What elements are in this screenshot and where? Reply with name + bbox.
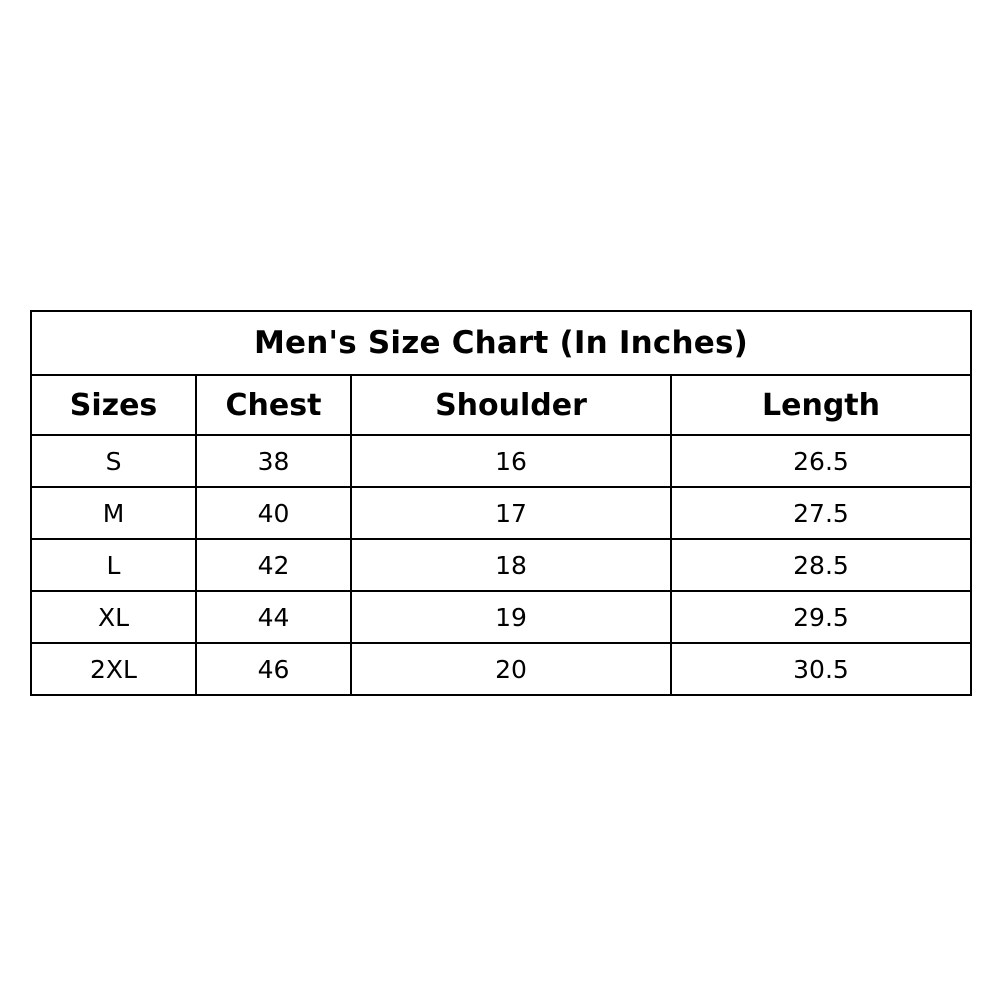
size-chart-table xyxy=(30,310,972,696)
cell-chest: 38 xyxy=(196,435,351,487)
cell-size: L xyxy=(31,539,196,591)
cell-shoulder: 18 xyxy=(351,539,671,591)
cell-length: 30.5 xyxy=(671,643,971,695)
cell-chest: 40 xyxy=(196,487,351,539)
table-row xyxy=(31,435,971,487)
size-chart-container xyxy=(30,310,970,696)
cell-length: 26.5 xyxy=(671,435,971,487)
column-header-length: Length xyxy=(671,375,971,435)
cell-shoulder: 19 xyxy=(351,591,671,643)
cell-size: 2XL xyxy=(31,643,196,695)
cell-shoulder: 16 xyxy=(351,435,671,487)
cell-size: S xyxy=(31,435,196,487)
cell-chest: 42 xyxy=(196,539,351,591)
cell-size: M xyxy=(31,487,196,539)
column-header-shoulder: Shoulder xyxy=(351,375,671,435)
cell-length: 29.5 xyxy=(671,591,971,643)
table-title-row xyxy=(31,311,971,375)
cell-shoulder: 20 xyxy=(351,643,671,695)
cell-length: 28.5 xyxy=(671,539,971,591)
cell-size: XL xyxy=(31,591,196,643)
cell-shoulder: 17 xyxy=(351,487,671,539)
cell-chest: 44 xyxy=(196,591,351,643)
column-header-chest: Chest xyxy=(196,375,351,435)
table-header-row xyxy=(31,375,971,435)
column-header-sizes: Sizes xyxy=(31,375,196,435)
table-row xyxy=(31,643,971,695)
table-row xyxy=(31,591,971,643)
table-row xyxy=(31,539,971,591)
cell-length: 27.5 xyxy=(671,487,971,539)
cell-chest: 46 xyxy=(196,643,351,695)
table-row xyxy=(31,487,971,539)
chart-title: Men's Size Chart (In Inches) xyxy=(31,311,971,375)
